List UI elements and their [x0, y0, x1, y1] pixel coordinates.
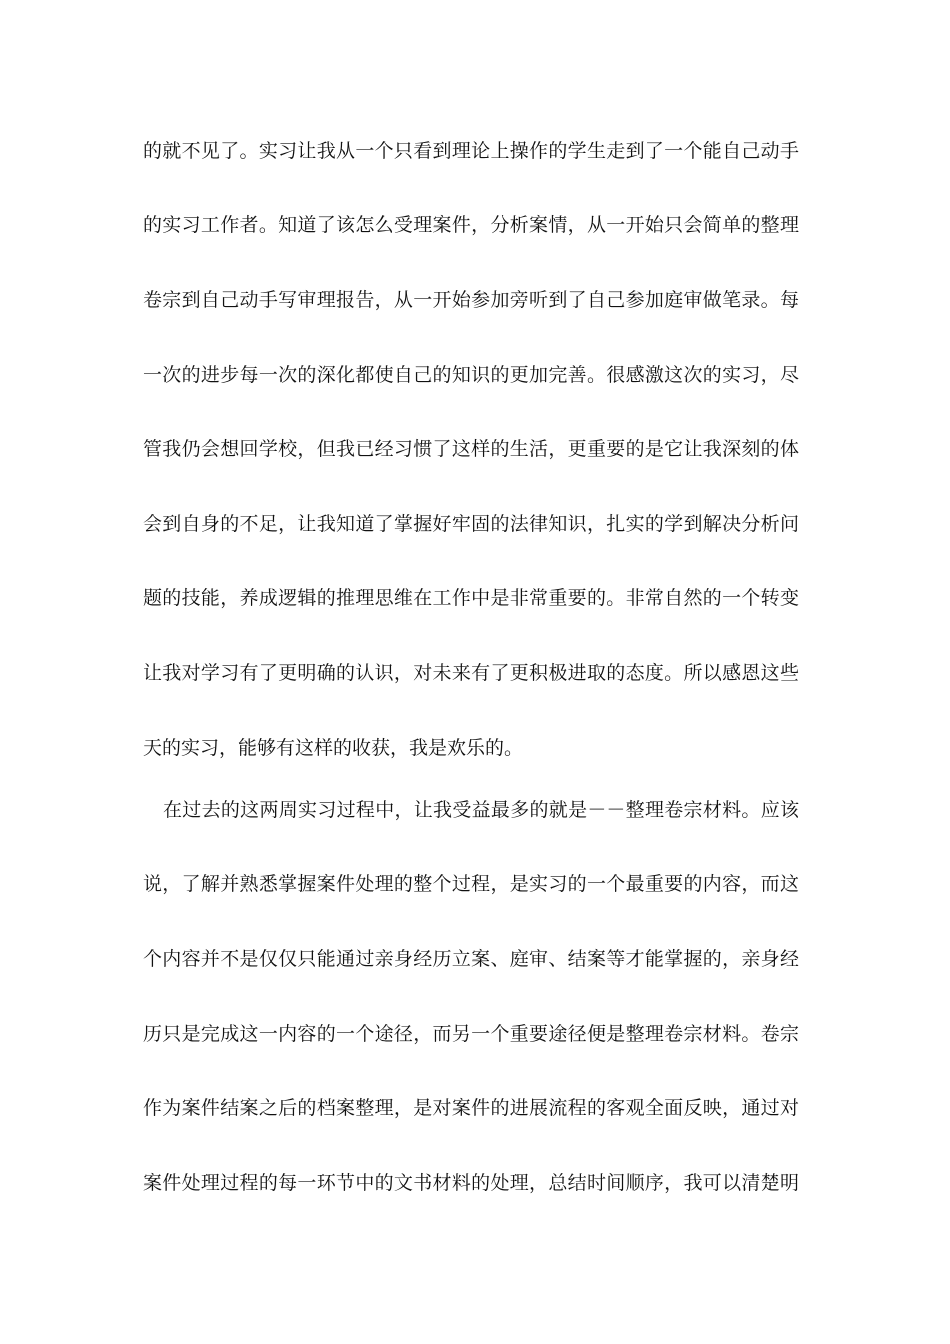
text-line: 管我仍会想回学校，但我已经习惯了这样的生活，更重要的是它让我深刻的体 — [143, 438, 799, 460]
text-line: 个内容并不是仅仅只能通过亲身经历立案、庭审、结案等才能掌握的，亲身经 — [143, 948, 799, 970]
text-line: 一次的进步每一次的深化都使自己的知识的更加完善。很感激这次的实习，尽 — [143, 364, 799, 386]
text-line: 说，了解并熟悉掌握案件处理的整个过程，是实习的一个最重要的内容，而这 — [143, 873, 799, 895]
text-line: 作为案件结案之后的档案整理，是对案件的进展流程的客观全面反映，通过对 — [143, 1097, 799, 1119]
text-line: 让我对学习有了更明确的认识，对未来有了更积极进取的态度。所以感恩这些 — [143, 662, 799, 684]
text-line: 的实习工作者。知道了该怎么受理案件，分析案情，从一开始只会简单的整理 — [143, 214, 799, 236]
paragraph-end-line: 天的实习，能够有这样的收获，我是欢乐的。 — [143, 737, 524, 759]
text-line: 卷宗到自己动手写审理报告，从一开始参加旁听到了自己参加庭审做笔录。每 — [143, 289, 799, 311]
paragraph-start-line: 在过去的这两周实习过程中，让我受益最多的就是－－整理卷宗材料。应该 — [163, 799, 799, 821]
text-line: 的就不见了。实习让我从一个只看到理论上操作的学生走到了一个能自己动手 — [143, 140, 799, 162]
text-line: 题的技能，养成逻辑的推理思维在工作中是非常重要的。非常自然的一个转变 — [143, 587, 799, 609]
text-line: 历只是完成这一内容的一个途径，而另一个重要途径便是整理卷宗材料。卷宗 — [143, 1023, 799, 1045]
text-line: 会到自身的不足，让我知道了掌握好牢固的法律知识，扎实的学到解决分析问 — [143, 513, 799, 535]
text-line: 案件处理过程的每一环节中的文书材料的处理，总结时间顺序，我可以清楚明 — [143, 1172, 799, 1194]
